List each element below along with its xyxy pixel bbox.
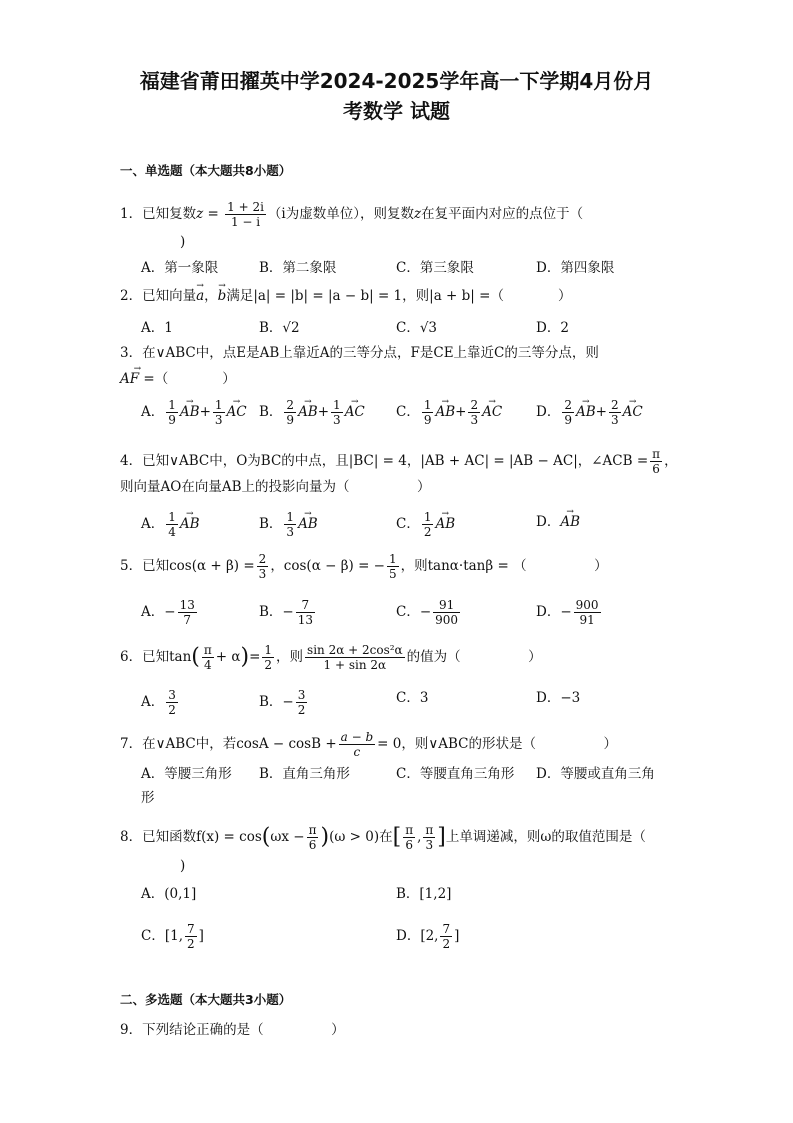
q4-option-d[interactable]: D．→ AB xyxy=(536,512,580,532)
q6-option-b[interactable]: B．− $\frac{3}{2}$ xyxy=(259,688,306,717)
q3-option-b[interactable]: B． $\frac{2}{9}$ → AB+ $\frac{1}{3}$ → AC xyxy=(259,398,365,427)
q7-option-b[interactable]: B．直角三角形 xyxy=(259,766,350,782)
q4-option-b[interactable]: B． $\frac{1}{3}$ → AB xyxy=(259,510,318,539)
question-6: 6．已知tan( $\frac{\pi}{4}$ + α)= $\frac{1}{2}$ ，则 $\frac{\text{sin 2α + 2cos²α}}{1 + \sin 2\alpha}$ 的值为（ ） xyxy=(120,643,542,672)
q2-option-c[interactable]: C．√3 xyxy=(396,320,438,336)
question-4-line2: 则向量AO在向量AB上的投影向量为（ ） xyxy=(120,479,431,495)
q3-option-c[interactable]: C． $\frac{1}{9}$ → AB+ $\frac{2}{3}$ → AC xyxy=(396,398,502,427)
q3-option-a[interactable]: A． $\frac{1}{9}$ → AB+ $\frac{1}{3}$ → AC xyxy=(141,398,247,427)
q5-option-c[interactable]: C．− $\frac{91}{900}$ xyxy=(396,598,459,627)
question-5: 5．已知cos(α + β) = $\frac{2}{3}$ ，cos(α − β) = − $\frac{1}{5}$ ，则tanα·tanβ = （ ） xyxy=(120,552,608,581)
q2-option-a[interactable]: A．1 xyxy=(141,320,173,336)
q6-option-d[interactable]: D．−3 xyxy=(536,690,581,706)
q5-option-d[interactable]: D．− $\frac{900}{91}$ xyxy=(536,598,599,627)
q2-option-d[interactable]: D．2 xyxy=(536,320,569,336)
section-single-choice-heading: 一、单选题（本大题共8小题） xyxy=(120,163,292,178)
q7-option-c[interactable]: C．等腰直角三角形 xyxy=(396,766,515,782)
q8-option-a[interactable]: A．(0,1] xyxy=(141,886,197,902)
q4-option-a[interactable]: A． $\frac{1}{4}$ → AB xyxy=(141,510,200,539)
q4-option-c[interactable]: C． $\frac{1}{2}$ → AB xyxy=(396,510,455,539)
q8-option-b[interactable]: B．[1,2] xyxy=(396,886,452,902)
question-2: 2．已知向量→ a，→ b满足|a| = |b| = |a − b| = 1，则|a + b| =（ ） xyxy=(120,286,571,306)
q1-option-b[interactable]: B．第二象限 xyxy=(259,260,337,276)
q3-option-d[interactable]: D． $\frac{2}{9}$ → AB+ $\frac{2}{3}$ → AC xyxy=(536,398,643,427)
exam-title-line2: 考数学 试题 xyxy=(343,99,450,123)
q2-option-b[interactable]: B．√2 xyxy=(259,320,300,336)
q8-option-d[interactable]: D．[2, $\frac{7}{2}$ ] xyxy=(396,922,460,951)
exam-title-line1: 福建省莆田擢英中学2024-2025学年高一下学期4月份月 xyxy=(139,69,654,93)
question-1: 1．已知复数z = $\frac{1 + 2i}{1 - i}$ （i为虚数单位），则复数z在复平面内对应的点位于（ xyxy=(120,200,584,229)
q1-option-a[interactable]: A．第一象限 xyxy=(141,260,219,276)
q1-option-c[interactable]: C．第三象限 xyxy=(396,260,474,276)
q7-option-d-wrap: 形 xyxy=(141,790,155,806)
q8-close-paren: ) xyxy=(180,858,186,874)
question-7: 7．在∨ABC中，若cosA − cosB + $\frac{a - b}{c}$ = 0，则∨ABC的形状是（ ） xyxy=(120,730,617,759)
question-8: 8．已知函数f(x) = cos(ωx − $\frac{\pi}{6}$ )(ω > 0)在[ $\frac{\pi}{6}$ , $\frac{\pi}{3}$ ]上单调递减，则ω的取值范围是（ xyxy=(120,823,646,852)
q7-option-a[interactable]: A．等腰三角形 xyxy=(141,766,232,782)
q5-option-b[interactable]: B．− $\frac{7}{13}$ xyxy=(259,598,314,627)
question-3: 3．在∨ABC中，点E是AB上靠近A的三等分点，F是CE上靠近C的三等分点，则 xyxy=(120,345,599,361)
q6-option-c[interactable]: C．3 xyxy=(396,690,429,706)
q1-fraction: $\frac{1 + 2i}{1 - i}$ xyxy=(227,200,264,229)
q8-option-c[interactable]: C．[1, $\frac{7}{2}$ ] xyxy=(141,922,204,951)
question-4: 4．已知∨ABC中，O为BC的中点，且|BC| = 4，|AB + AC| = |AB − AC|，∠ACB = $\frac{\pi}{6}$ ， xyxy=(120,447,678,476)
q6-option-a[interactable]: A． $\frac{3}{2}$ xyxy=(141,688,176,717)
q1-option-d[interactable]: D．第四象限 xyxy=(536,260,615,276)
q7-option-d[interactable]: D．等腰或直角三角 xyxy=(536,766,655,782)
section-multiple-choice-heading: 二、多选题（本大题共3小题） xyxy=(120,992,292,1007)
question-9: 9．下列结论正确的是（ ） xyxy=(120,1022,345,1038)
question-3-line2: → AF =（ ） xyxy=(120,369,236,389)
q1-close-paren: ) xyxy=(180,234,186,250)
q5-option-a[interactable]: A．− $\frac{13}{7}$ xyxy=(141,598,195,627)
